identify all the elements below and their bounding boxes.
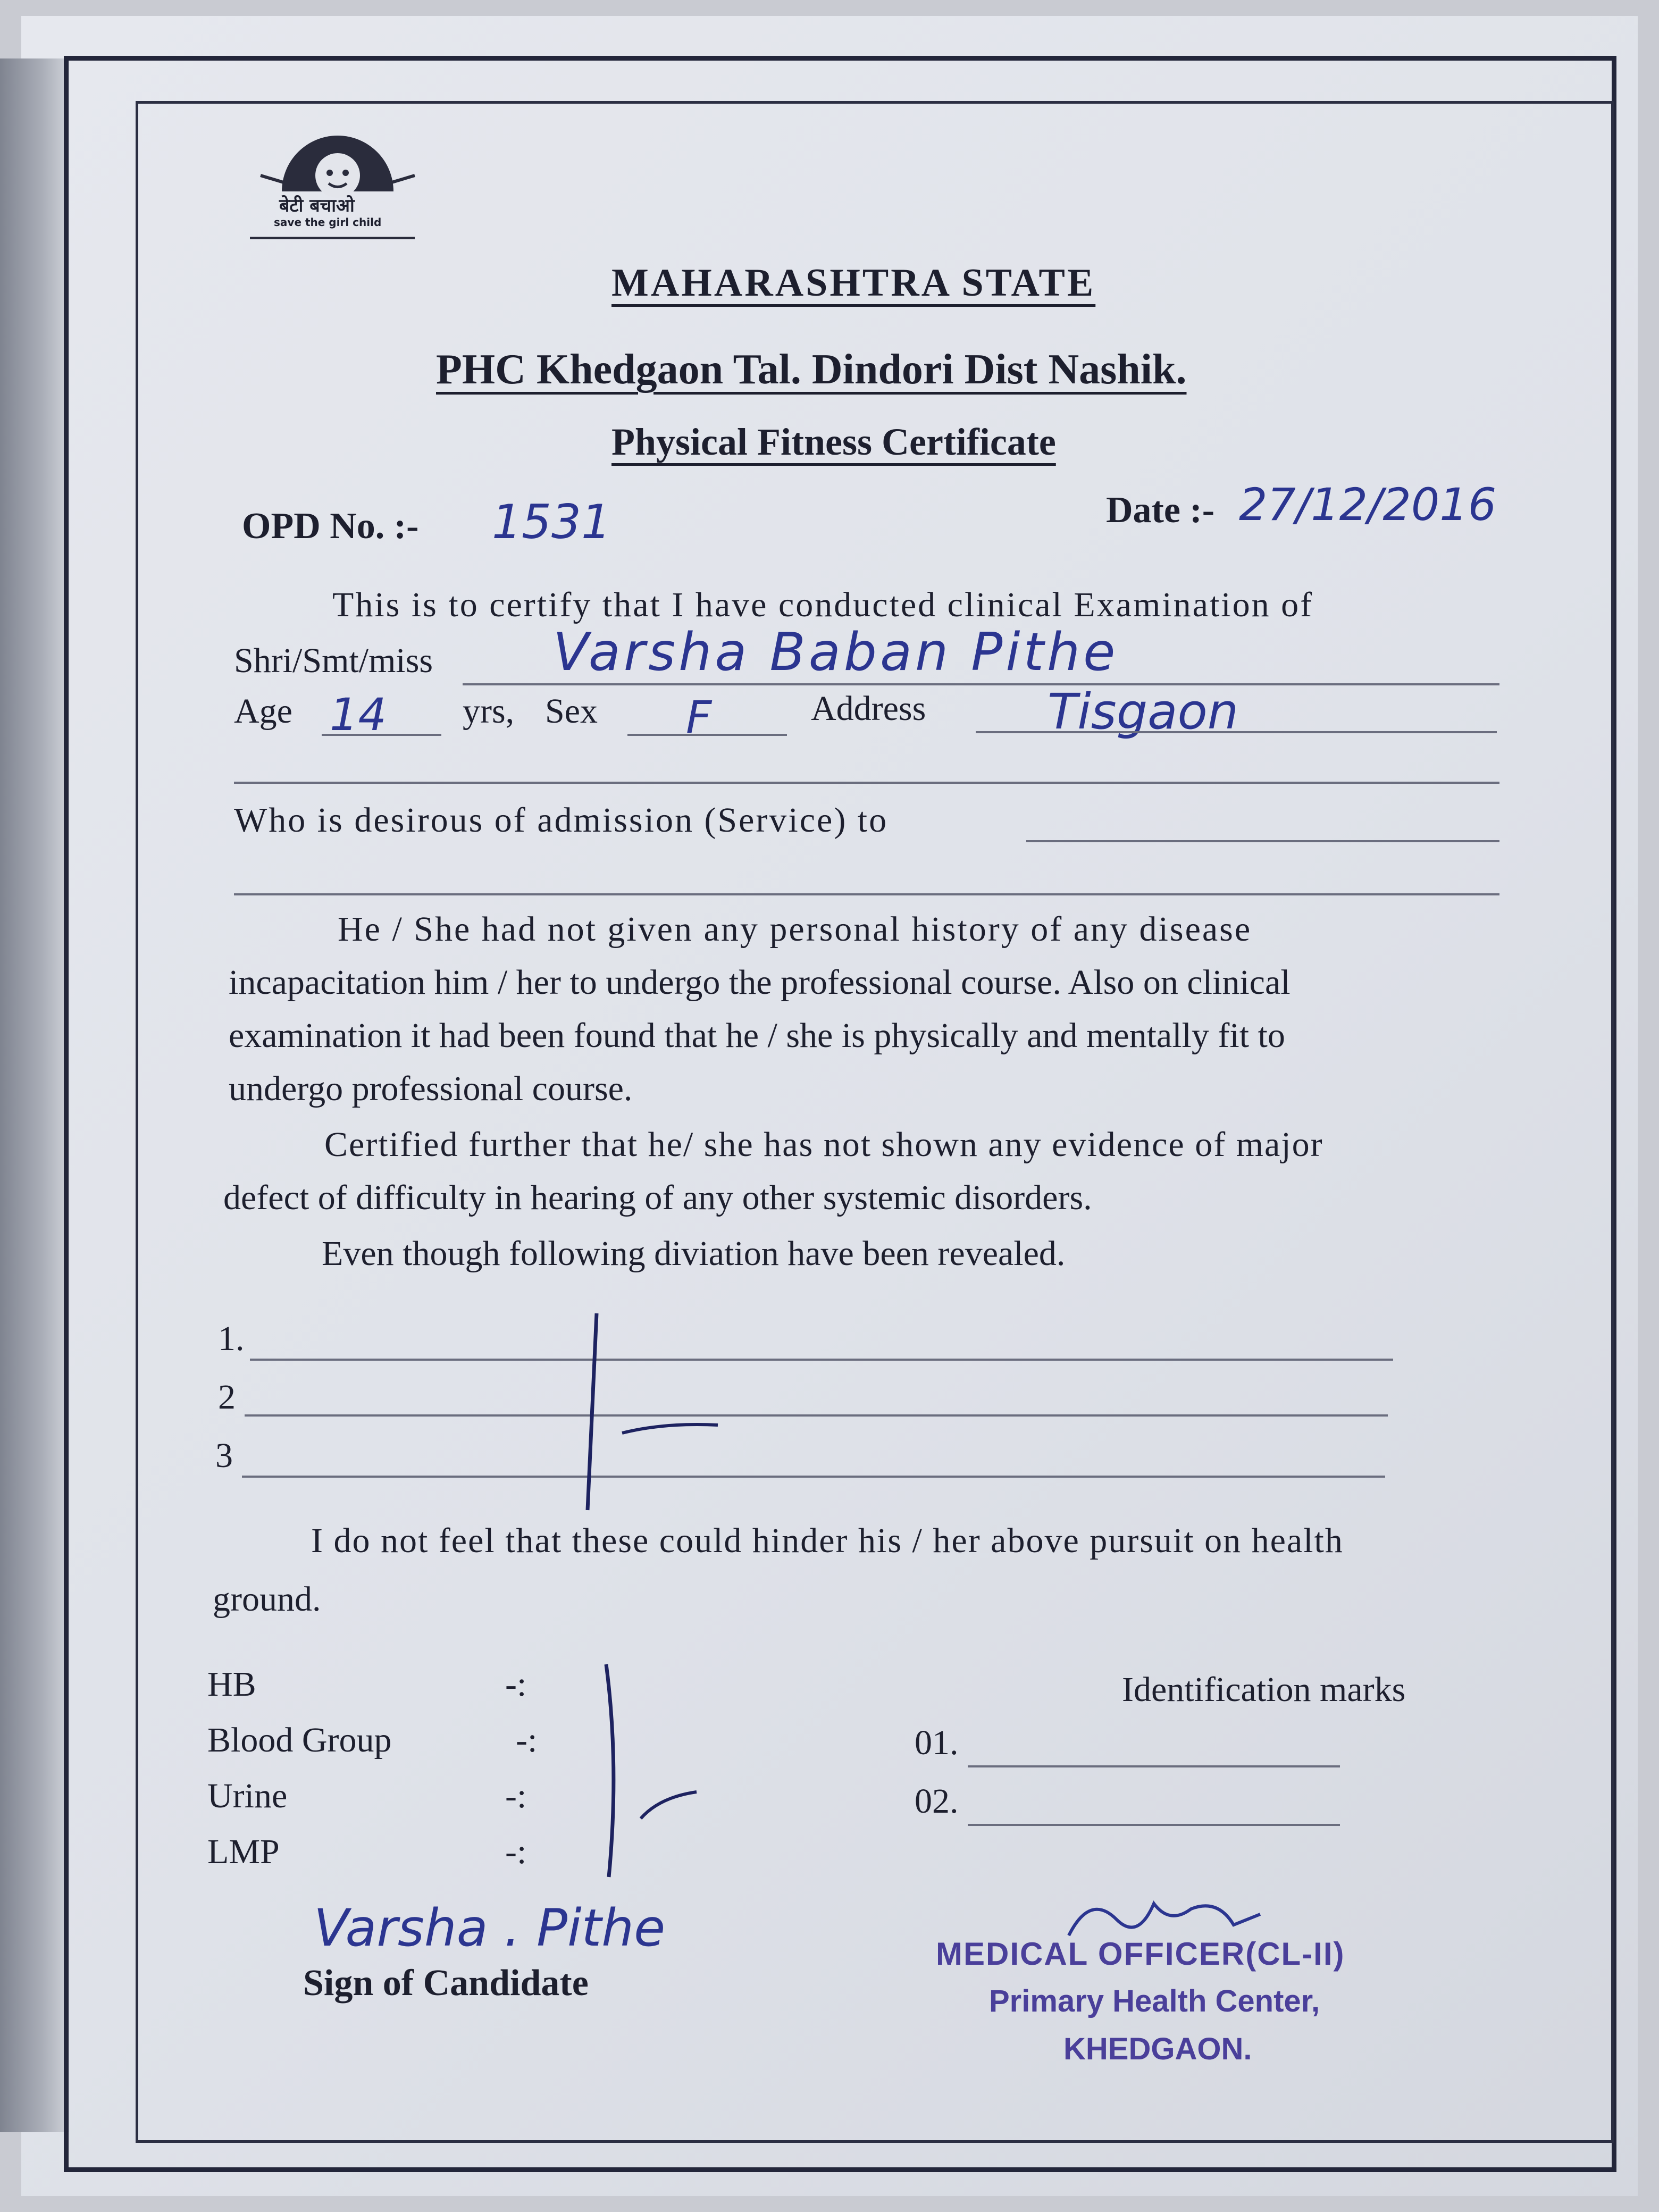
test-blood-group-sep: -:	[516, 1721, 538, 1759]
paragraph-line-4: undergo professional course.	[229, 1069, 633, 1108]
test-hb-label: HB	[207, 1665, 256, 1704]
sign-of-candidate-label: Sign of Candidate	[303, 1963, 589, 2004]
sex-line	[627, 734, 787, 736]
yrs-label: yrs,	[463, 692, 515, 731]
identification-02-label: 02.	[915, 1782, 959, 1821]
admission-line	[1026, 840, 1499, 842]
deviation-1-line	[250, 1359, 1393, 1361]
admission-text: Who is desirous of admission (Service) to	[234, 801, 889, 840]
test-urine-sep: -:	[505, 1777, 527, 1815]
candidate-signature: Varsha . Pithe	[314, 1898, 666, 1958]
phc-heading: PHC Khedgaon Tal. Dindori Dist Nashik.	[436, 346, 1187, 393]
deviation-1-label: 1.	[218, 1319, 245, 1358]
date-label: Date :-	[1106, 490, 1215, 531]
candidate-name: Varsha Baban Pithe	[553, 622, 1119, 683]
paragraph-line-7: Even though following diviation have been revealed.	[322, 1234, 1066, 1273]
certificate-title: Physical Fitness Certificate	[611, 421, 1056, 463]
hinder-line-1: I do not feel that these could hinder his / her above pursuit on health	[311, 1521, 1344, 1560]
test-lmp-sep: -:	[505, 1832, 527, 1871]
age-label: Age	[234, 692, 292, 731]
identification-01-line	[968, 1765, 1340, 1767]
sex-label: Sex	[545, 692, 598, 731]
identification-label: Identification marks	[1122, 1670, 1406, 1709]
save-girl-child-logo	[250, 112, 425, 239]
deviation-3-label: 3	[215, 1436, 233, 1475]
deviation-3-line	[242, 1476, 1385, 1478]
pen-strike-mark	[564, 1308, 734, 1521]
tests-pen-mark	[590, 1659, 713, 1882]
officer-stamp-line-2: Primary Health Center,	[989, 1984, 1320, 2018]
address-value: Tisgaon	[1048, 683, 1239, 740]
inner-border	[136, 101, 1614, 2143]
certify-intro: This is to certify that I have conducted clinical Examination of	[332, 585, 1314, 624]
deviation-2-label: 2	[218, 1378, 236, 1417]
age-value: 14	[330, 689, 387, 741]
test-urine-label: Urine	[207, 1777, 288, 1815]
address-line-2	[234, 782, 1499, 784]
state-heading: MAHARASHTRA STATE	[611, 261, 1096, 305]
address-line	[976, 731, 1497, 733]
page-shadow	[0, 58, 69, 2132]
logo-english-text: save the girl child	[274, 216, 382, 229]
deviation-2-line	[245, 1414, 1388, 1417]
opd-label: OPD No. :-	[242, 506, 419, 547]
address-label: Address	[811, 689, 926, 728]
admission-line-2	[234, 893, 1499, 895]
test-lmp-label: LMP	[207, 1832, 280, 1871]
paragraph-line-2: incapacitation him / her to undergo the professional course. Also on clinical	[229, 963, 1291, 1002]
officer-stamp-line-1: MEDICAL OFFICER(CL-II)	[936, 1936, 1345, 1972]
logo-marathi-text: बेटी बचाओ	[279, 195, 355, 216]
test-hb-sep: -:	[505, 1665, 527, 1704]
sex-value: F	[686, 691, 712, 743]
paragraph-line-6: defect of difficulty in hearing of any other systemic disorders.	[223, 1178, 1092, 1217]
officer-stamp-line-3: KHEDGAON.	[1063, 2032, 1252, 2066]
test-blood-group-label: Blood Group	[207, 1721, 392, 1759]
opd-value: 1531	[492, 495, 611, 549]
hinder-line-2: ground.	[213, 1580, 321, 1619]
name-line	[463, 683, 1499, 685]
paragraph-line-3: examination it had been found that he / she is physically and mentally fit to	[229, 1016, 1285, 1055]
identification-01-label: 01.	[915, 1723, 959, 1762]
name-label: Shri/Smt/miss	[234, 641, 433, 680]
identification-02-line	[968, 1824, 1340, 1826]
age-line	[322, 734, 441, 736]
paragraph-line-5: Certified further that he/ she has not shown any evidence of major	[324, 1125, 1323, 1164]
paragraph-line-1: He / She had not given any personal history of any disease	[338, 910, 1252, 949]
date-value: 27/12/2016	[1239, 479, 1497, 531]
